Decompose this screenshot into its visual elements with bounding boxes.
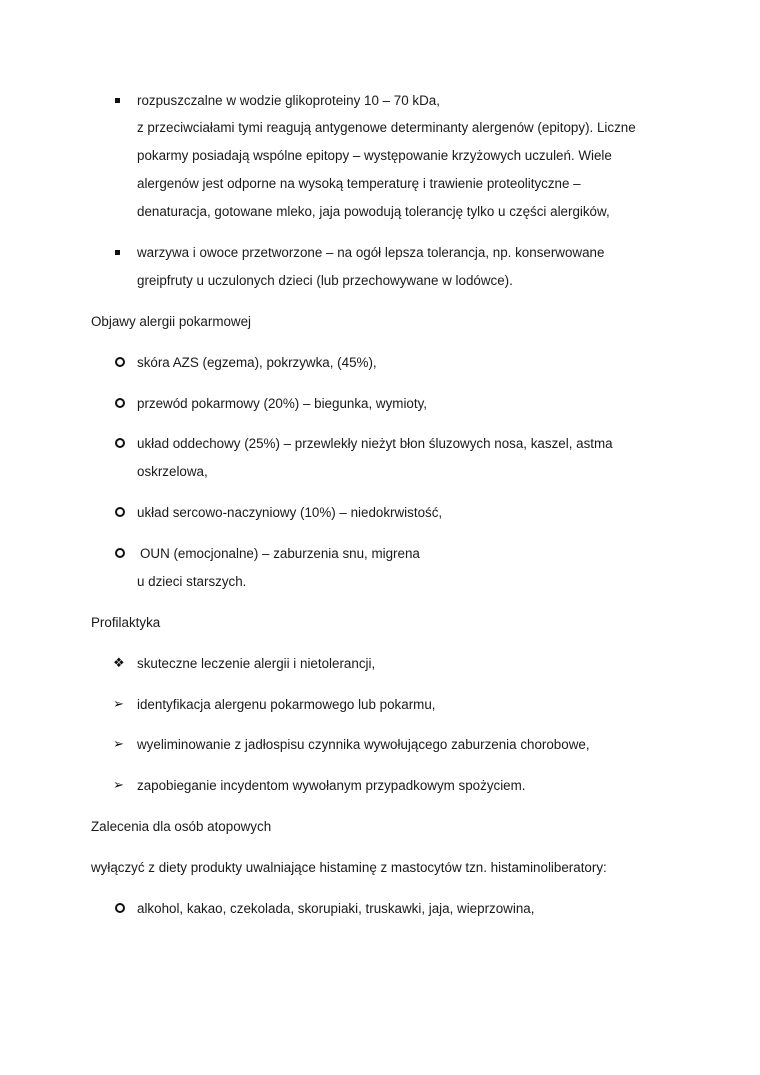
- section-heading-prevention: Profilaktyka: [91, 615, 161, 630]
- arrow-bullet-icon: ➢: [113, 778, 124, 793]
- circle-bullet-icon: [115, 903, 125, 913]
- diamond-star-bullet-icon: ❖: [113, 656, 125, 671]
- circle-bullet-icon: [115, 507, 125, 517]
- circle-bullet-icon: [115, 548, 125, 558]
- text-line: warzywa i owoce przetworzone – na ogół lepsza tolerancja, np. konserwowane: [137, 245, 605, 260]
- list-item: alkohol, kakao, czekolada, skorupiaki, truskawki, jaja, wieprzowina,: [137, 901, 535, 916]
- list-item: układ oddechowy (25%) – przewlekły nieżyt błon śluzowych nosa, kaszel, astma: [137, 436, 613, 451]
- list-item: skóra AZS (egzema), pokrzywka, (45%),: [137, 355, 377, 370]
- text-line: z przeciwciałami tymi reagują antygenowe determinanty alergenów (epitopy). Liczne: [137, 120, 636, 135]
- list-item-continuation: oskrzelowa,: [137, 464, 208, 479]
- section-heading-symptoms: Objawy alergii pokarmowej: [91, 314, 252, 329]
- list-item: wyeliminowanie z jadłospisu czynnika wywołującego zaburzenia chorobowe,: [137, 737, 590, 752]
- text-line: denaturacja, gotowane mleko, jaja powodują tolerancję tylko u części alergików,: [137, 204, 610, 219]
- text-line: greipfruty u uczulonych dzieci (lub przechowywane w lodówce).: [137, 273, 513, 288]
- list-item: układ sercowo-naczyniowy (10%) – niedokrwistość,: [137, 505, 443, 520]
- arrow-bullet-icon: ➢: [113, 737, 124, 752]
- square-bullet-icon: [115, 98, 120, 103]
- list-item: skuteczne leczenie alergii i nietolerancji,: [137, 656, 376, 671]
- list-item-continuation: u dzieci starszych.: [137, 574, 247, 589]
- square-bullet-icon: [115, 250, 120, 255]
- circle-bullet-icon: [115, 398, 125, 408]
- circle-bullet-icon: [115, 438, 125, 448]
- text-line: alergenów jest odporne na wysoką temperaturę i trawienie proteolityczne –: [137, 176, 581, 191]
- list-item: identyfikacja alergenu pokarmowego lub pokarmu,: [137, 697, 436, 712]
- circle-bullet-icon: [115, 357, 125, 367]
- list-item: OUN (emocjonalne) – zaburzenia snu, migrena: [140, 546, 420, 561]
- arrow-bullet-icon: ➢: [113, 697, 124, 712]
- text-line: rozpuszczalne w wodzie glikoproteiny 10 – 70 kDa,: [137, 93, 440, 108]
- section-heading-atopic: Zalecenia dla osób atopowych: [91, 819, 272, 834]
- text-line: pokarmy posiadają wspólne epitopy – występowanie krzyżowych uczuleń. Wiele: [137, 148, 612, 163]
- paragraph-atopic-intro: wyłączyć z diety produkty uwalniające histaminę z mastocytów tzn. histaminoliberatory:: [91, 860, 607, 875]
- list-item: przewód pokarmowy (20%) – biegunka, wymioty,: [137, 396, 428, 411]
- list-item: zapobieganie incydentom wywołanym przypadkowym spożyciem.: [137, 778, 526, 793]
